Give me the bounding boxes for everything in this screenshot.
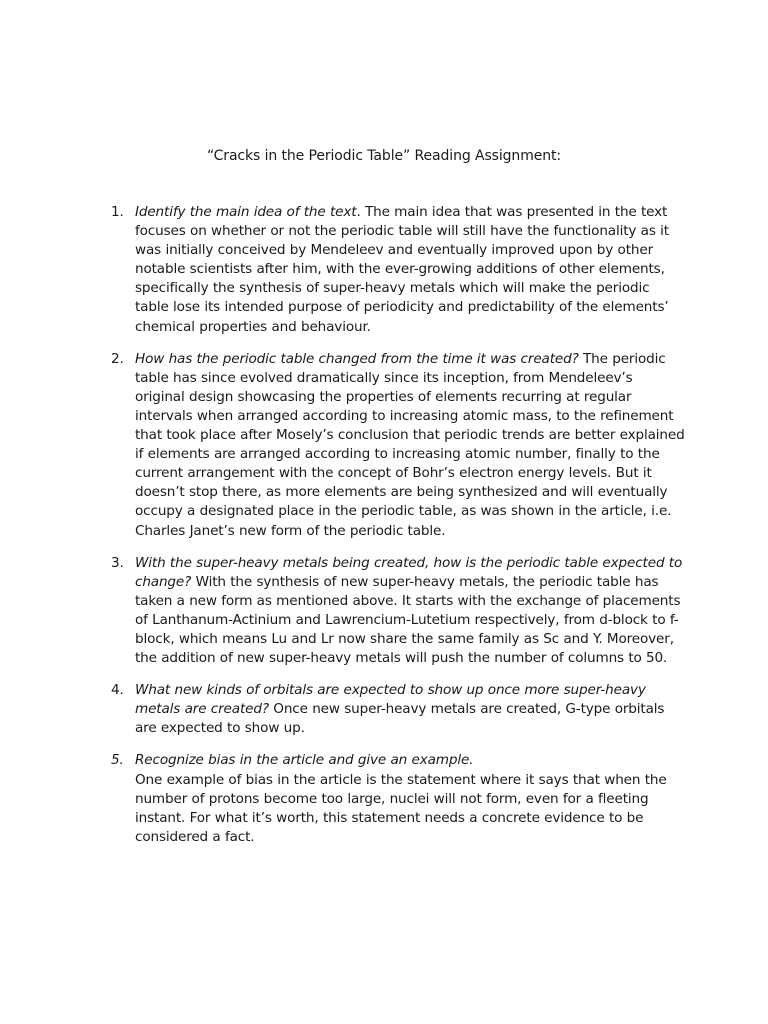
question-number: 2. [111,350,124,367]
question-number: 1. [111,204,124,220]
question-item-2 [111,350,686,541]
question-item-3 [111,554,686,669]
question-list [111,203,686,847]
question-text: With the super-heavy metals being created, how is the periodic table expected to change? [135,554,683,590]
answer-text: . The main idea that was presented in the text focuses on whether or not the periodic table will still have the functionality as it was initially conceived by Mendeleev and eventually improved upon by other notable scientists after him, with the ever-growing additions of other elements, specifically the synthesis of super-heavy metals which will make the periodic table lose its intended purpose of periodicity and predictability of the elements’ chemical properties and behaviour. [135,204,669,335]
question-item-5 [111,751,686,846]
answer-text: Once new super-heavy metals are created, G-type orbitals are expected to show up. [135,701,665,737]
question-text: How has the periodic table changed from the time it was created? [135,350,579,367]
question-text: What new kinds of orbitals are expected to show up once more super-heavy metals are created? [135,682,646,718]
question-text: Identify the main idea of the text [135,204,357,220]
question-item-4 [111,681,686,738]
answer-text: With the synthesis of new super-heavy metals, the periodic table has taken a new form as mentioned above. It starts with the exchange of placements of Lanthanum-Actinium and Lawrencium-Lutetium respectively, from d-block to f-block, which means Lu and Lr now share the same family as Sc and Y. Moreover, the addition of new super-heavy metals will push the number of columns to 50. [135,573,681,667]
answer-text: One example of bias in the article is the statement where it says that when the number of protons become too large, nuclei will not form, even for a fleeting instant. For what it’s worth, this statement needs a concrete evidence to be considered a fact. [135,771,667,845]
question-number: 3. [111,554,124,571]
question-text: Recognize bias in the article and give an example. [135,752,474,769]
answer-text: The periodic table has since evolved dramatically since its inception, from Mendeleev’s original design showcasing the properties of elements recurring at regular intervals when arranged according to increasing atomic mass, to the refinement that took place after Mosely’s conclusion that periodic trends are better explained if elements are arranged according to increasing atomic number, finally to the current arrangement with the concept of Bohr’s electron energy levels. But it doesn’t stop there, as more elements are being synthesized and will eventually occupy a designated place in the periodic table, as was shown in the article, i.e. Charles Janet’s new form of the periodic table. [135,350,685,539]
question-item-1 [111,203,686,337]
question-number: 5. [111,752,124,769]
question-number: 4. [111,682,124,699]
document-title: “Cracks in the Periodic Table” Reading Assignment: [206,148,562,164]
